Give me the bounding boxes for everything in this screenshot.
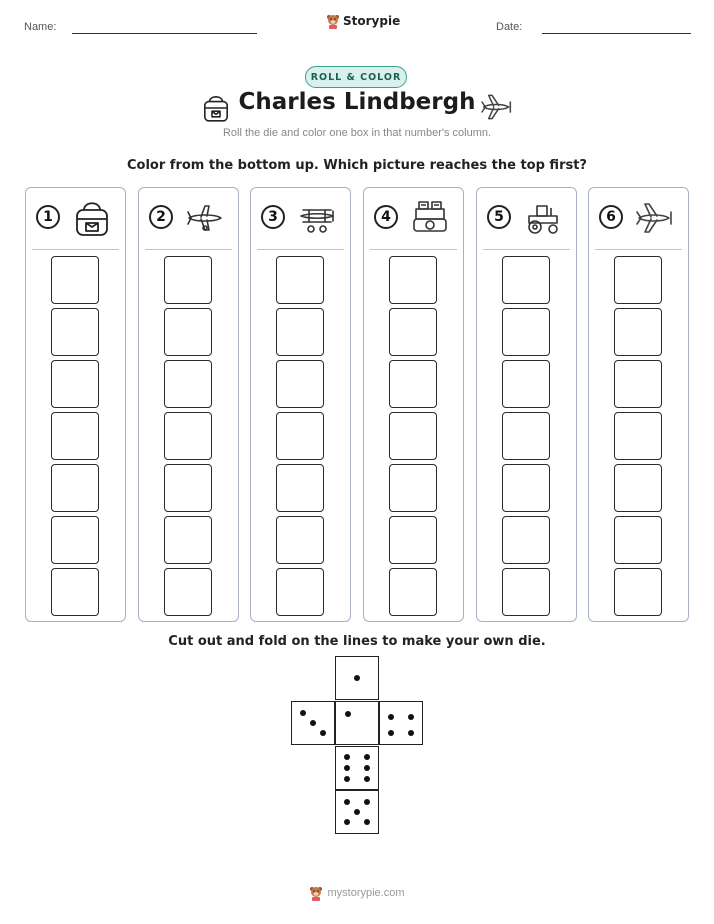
bear-mascot-icon — [326, 13, 340, 29]
color-box[interactable] — [276, 516, 324, 564]
color-box[interactable] — [614, 360, 662, 408]
column-divider — [595, 249, 682, 250]
pip — [344, 754, 350, 760]
pip — [344, 776, 350, 782]
color-box[interactable] — [164, 568, 212, 616]
column-divider — [145, 249, 232, 250]
mail-bag-icon — [72, 198, 112, 238]
column-number: 2 — [149, 205, 173, 229]
color-box[interactable] — [502, 308, 550, 356]
color-box[interactable] — [614, 308, 662, 356]
die-instructions: Cut out and fold on the lines to make your own die. — [168, 634, 546, 649]
color-box[interactable] — [51, 256, 99, 304]
color-box[interactable] — [502, 256, 550, 304]
color-box[interactable] — [51, 516, 99, 564]
color-box[interactable] — [164, 360, 212, 408]
column-divider — [32, 249, 119, 250]
instructions: Color from the bottom up. Which picture reaches the top first? — [127, 158, 587, 173]
pip — [344, 819, 350, 825]
color-box[interactable] — [614, 516, 662, 564]
propeller-plane-icon — [480, 92, 514, 122]
name-field[interactable] — [72, 33, 257, 34]
biplane-icon — [297, 198, 337, 238]
color-box[interactable] — [502, 412, 550, 460]
color-box[interactable] — [389, 256, 437, 304]
column-number: 6 — [599, 205, 623, 229]
color-box[interactable] — [51, 464, 99, 512]
pip — [388, 730, 394, 736]
pip — [408, 730, 414, 736]
column-number: 5 — [487, 205, 511, 229]
column-header — [477, 188, 576, 250]
color-box[interactable] — [164, 412, 212, 460]
color-box[interactable] — [276, 308, 324, 356]
date-field[interactable] — [542, 33, 691, 34]
color-box[interactable] — [164, 308, 212, 356]
engine-icon — [410, 198, 450, 238]
pip — [354, 809, 360, 815]
die-face-4 — [379, 701, 423, 745]
pip — [344, 765, 350, 771]
pip — [344, 799, 350, 805]
date-label: Date: — [496, 21, 523, 33]
column-6 — [588, 187, 689, 622]
column-2 — [138, 187, 239, 622]
color-box[interactable] — [614, 464, 662, 512]
column-divider — [483, 249, 570, 250]
color-box[interactable] — [502, 360, 550, 408]
name-label: Name: — [24, 21, 57, 33]
pip — [364, 776, 370, 782]
column-header — [364, 188, 463, 250]
color-box[interactable] — [389, 360, 437, 408]
subtitle: Roll the die and color one box in that number's column. — [222, 127, 492, 139]
pip — [320, 730, 326, 736]
column-5 — [476, 187, 577, 622]
column-4 — [363, 187, 464, 622]
color-box[interactable] — [51, 308, 99, 356]
activity-tag: ROLL & COLOR — [305, 66, 407, 88]
die-face-6 — [335, 746, 379, 790]
pip — [310, 720, 316, 726]
pip — [345, 711, 351, 717]
color-box[interactable] — [51, 568, 99, 616]
color-box[interactable] — [502, 464, 550, 512]
color-box[interactable] — [164, 464, 212, 512]
die-face-3 — [291, 701, 335, 745]
color-box[interactable] — [389, 412, 437, 460]
color-box[interactable] — [502, 568, 550, 616]
footer — [257, 885, 457, 901]
pip — [364, 754, 370, 760]
bear-mascot-icon — [309, 885, 323, 901]
color-box[interactable] — [502, 516, 550, 564]
pip — [364, 799, 370, 805]
pip — [388, 714, 394, 720]
brand-logo — [326, 13, 400, 29]
die-face-1 — [335, 701, 379, 745]
brand-name: Storypie — [343, 14, 401, 28]
column-number: 3 — [261, 205, 285, 229]
color-box[interactable] — [614, 256, 662, 304]
color-box[interactable] — [276, 412, 324, 460]
column-3 — [250, 187, 351, 622]
color-box[interactable] — [614, 412, 662, 460]
page-title: Charles Lindbergh — [238, 89, 476, 115]
column-header — [139, 188, 238, 250]
column-header — [251, 188, 350, 250]
pip — [300, 710, 306, 716]
column-divider — [257, 249, 344, 250]
airplane-icon — [185, 198, 225, 238]
column-header — [26, 188, 125, 250]
tractor-icon — [523, 198, 563, 238]
footer-site: mystorypie.com — [327, 887, 405, 899]
pip — [354, 675, 360, 681]
color-box[interactable] — [389, 464, 437, 512]
color-box[interactable] — [276, 360, 324, 408]
die-face-5 — [335, 790, 379, 834]
column-number: 1 — [36, 205, 60, 229]
color-box[interactable] — [389, 516, 437, 564]
color-box[interactable] — [164, 516, 212, 564]
pip — [364, 819, 370, 825]
column-1 — [25, 187, 126, 622]
column-divider — [370, 249, 457, 250]
column-header — [589, 188, 688, 250]
column-number: 4 — [374, 205, 398, 229]
color-box[interactable] — [276, 568, 324, 616]
color-box[interactable] — [51, 412, 99, 460]
color-box[interactable] — [164, 256, 212, 304]
color-box[interactable] — [389, 568, 437, 616]
color-box[interactable] — [276, 256, 324, 304]
pip — [408, 714, 414, 720]
die-face-1 — [335, 656, 379, 700]
color-box[interactable] — [51, 360, 99, 408]
pip — [364, 765, 370, 771]
propeller-plane-icon — [635, 198, 675, 238]
color-box[interactable] — [276, 464, 324, 512]
color-box[interactable] — [614, 568, 662, 616]
color-box[interactable] — [389, 308, 437, 356]
